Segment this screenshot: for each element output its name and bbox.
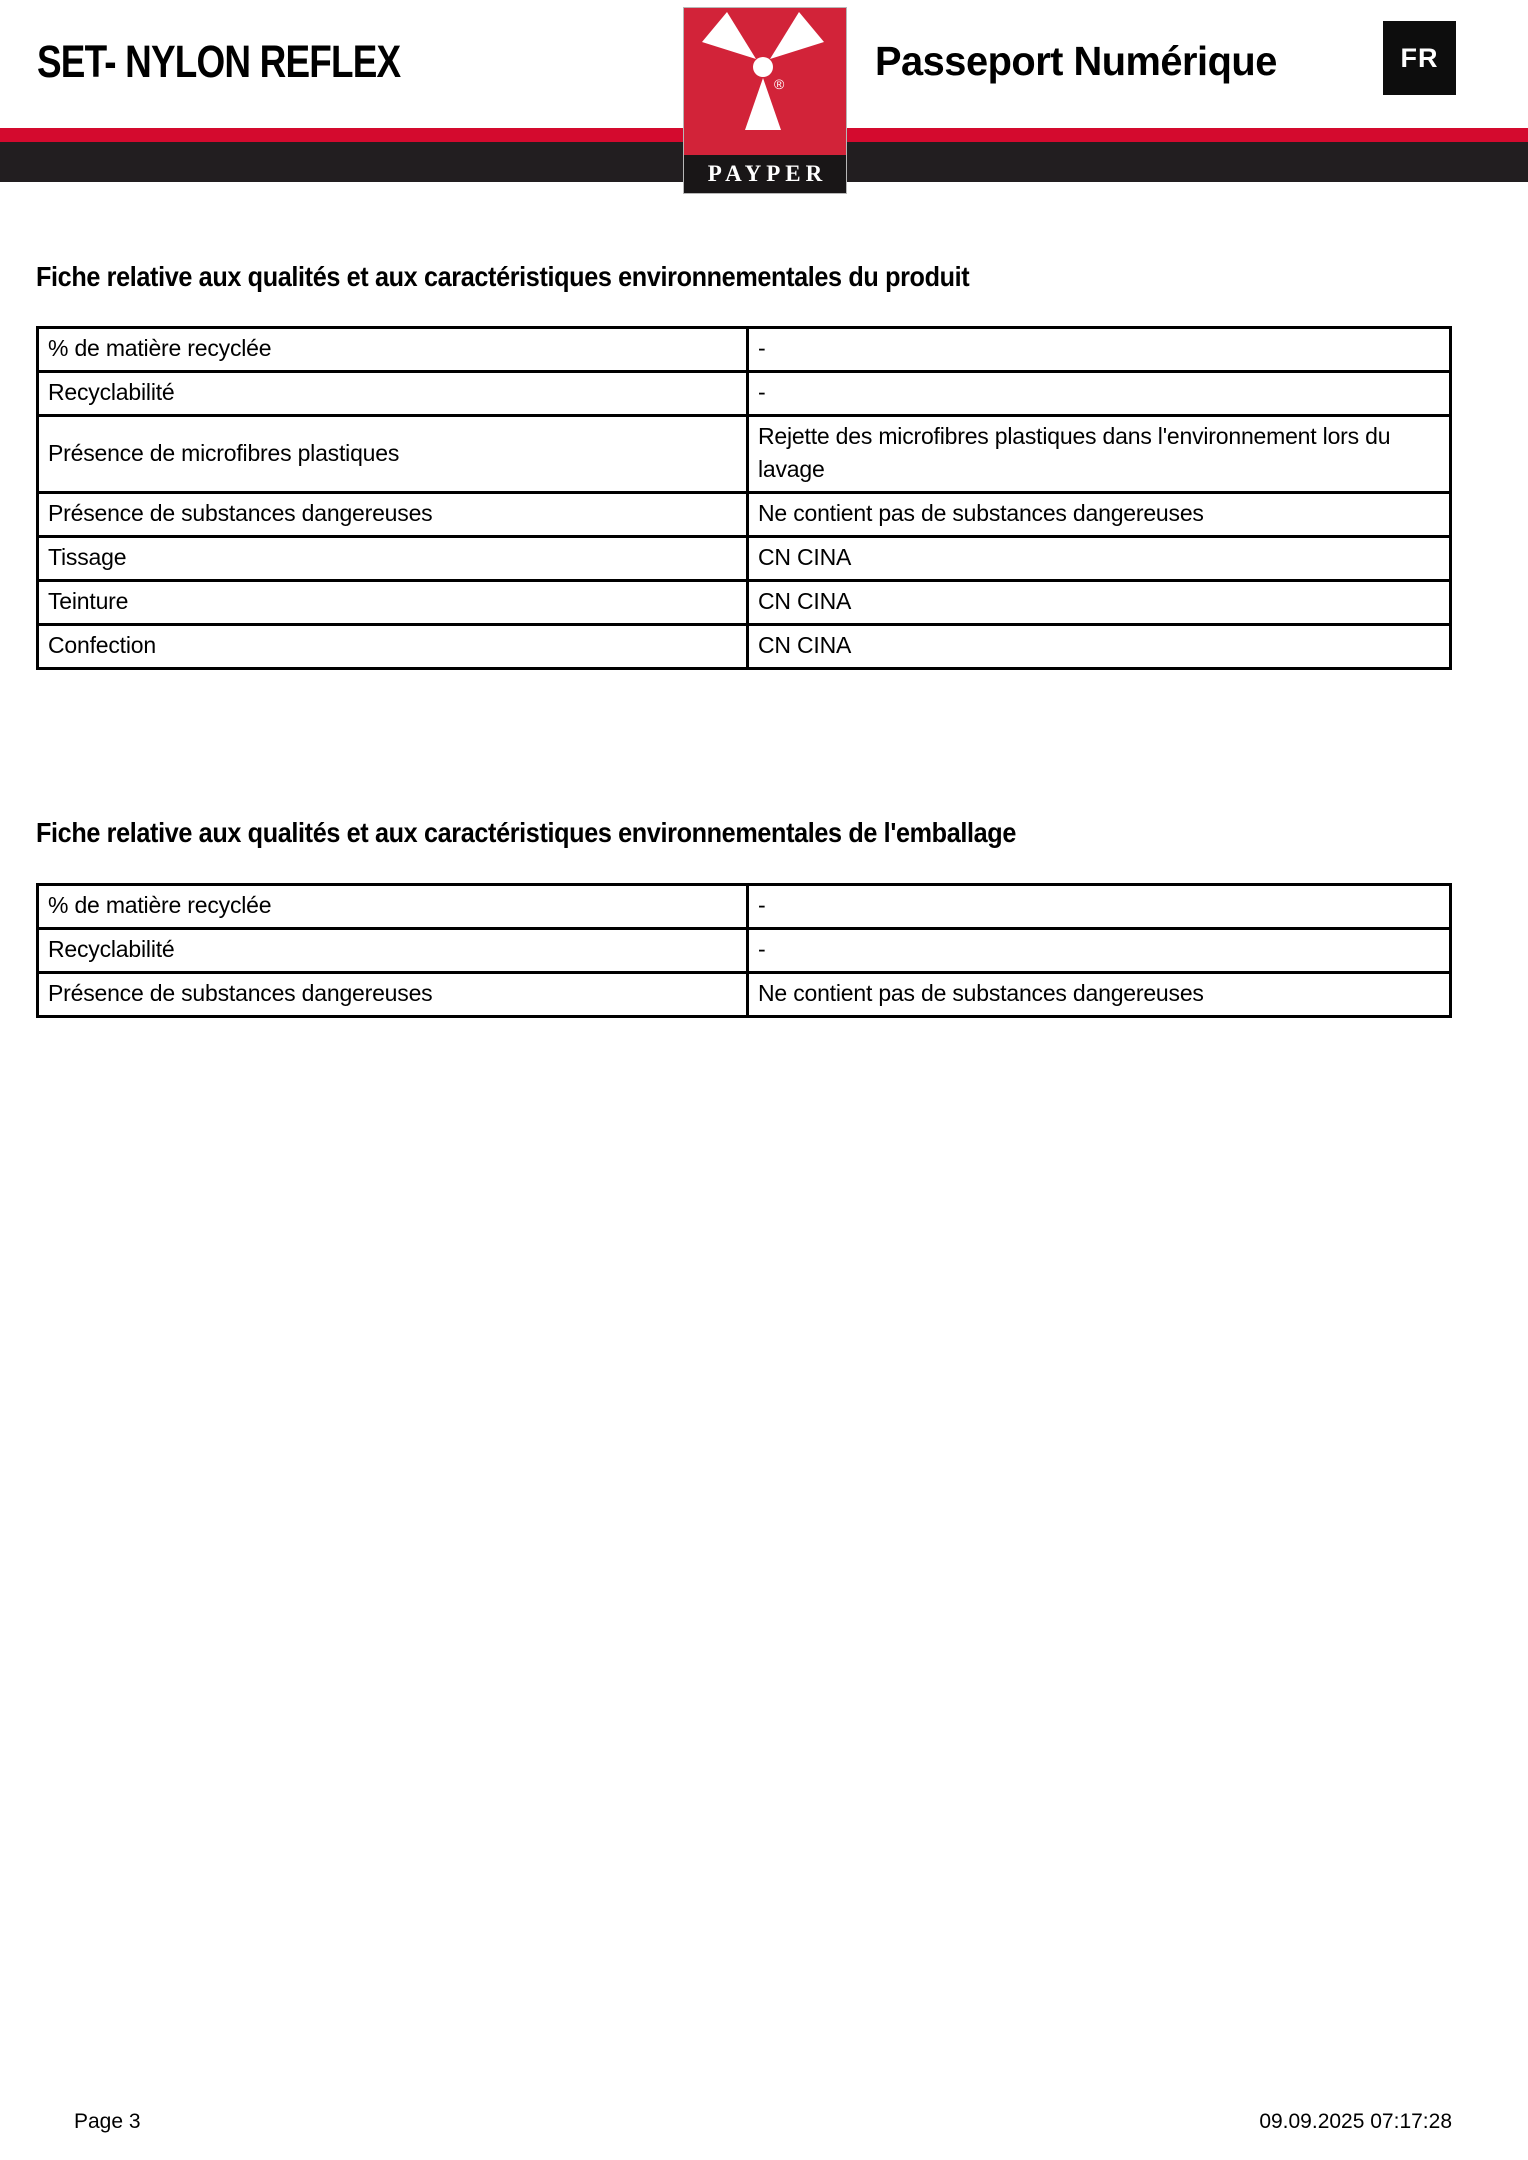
- table-row: [38, 536, 1451, 580]
- product-section-title: Fiche relative aux qualités et aux caractéristiques environnementales du produit: [36, 261, 970, 292]
- product-title: SET- NYLON REFLEX: [37, 36, 401, 87]
- row-value: -: [748, 885, 1451, 929]
- table-row: [38, 328, 1451, 372]
- generation-timestamp: 09.09.2025 07:17:28: [1259, 2110, 1452, 2133]
- row-value: CN CINA: [748, 624, 1451, 668]
- table-row: [38, 929, 1451, 973]
- table-row: [38, 885, 1451, 929]
- row-label: Recyclabilité: [38, 372, 748, 416]
- language-badge: FR: [1383, 21, 1456, 95]
- row-value: -: [748, 929, 1451, 973]
- table-row: [38, 580, 1451, 624]
- packaging-section-title: Fiche relative aux qualités et aux caractéristiques environnementales de l'emballage: [36, 817, 1016, 848]
- row-label: Confection: [38, 624, 748, 668]
- row-value: Ne contient pas de substances dangereuses: [748, 973, 1451, 1017]
- row-label: Recyclabilité: [38, 929, 748, 973]
- row-value: Rejette des microfibres plastiques dans l'environnement lors du lavage: [748, 416, 1451, 493]
- table-row: [38, 372, 1451, 416]
- row-label: % de matière recyclée: [38, 885, 748, 929]
- table-row: [38, 416, 1451, 493]
- row-label: Présence de substances dangereuses: [38, 492, 748, 536]
- row-value: CN CINA: [748, 580, 1451, 624]
- row-value: -: [748, 372, 1451, 416]
- product-table: [36, 326, 1452, 670]
- row-value: -: [748, 328, 1451, 372]
- row-value: CN CINA: [748, 536, 1451, 580]
- row-label: Présence de substances dangereuses: [38, 973, 748, 1017]
- row-label: Présence de microfibres plastiques: [38, 416, 748, 493]
- table-row: [38, 624, 1451, 668]
- page-number: Page 3: [74, 2110, 141, 2133]
- row-label: % de matière recyclée: [38, 328, 748, 372]
- packaging-table: [36, 883, 1452, 1018]
- row-label: Tissage: [38, 536, 748, 580]
- row-value: Ne contient pas de substances dangereuses: [748, 492, 1451, 536]
- payper-pinwheel-icon: [684, 8, 846, 155]
- table-row: [38, 492, 1451, 536]
- payper-logo: [684, 8, 846, 193]
- payper-logo-wordmark: PAYPER: [684, 155, 846, 193]
- table-row: [38, 973, 1451, 1017]
- document-title: Passeport Numérique: [875, 38, 1277, 84]
- row-label: Teinture: [38, 580, 748, 624]
- svg-text:®: ®: [774, 76, 785, 92]
